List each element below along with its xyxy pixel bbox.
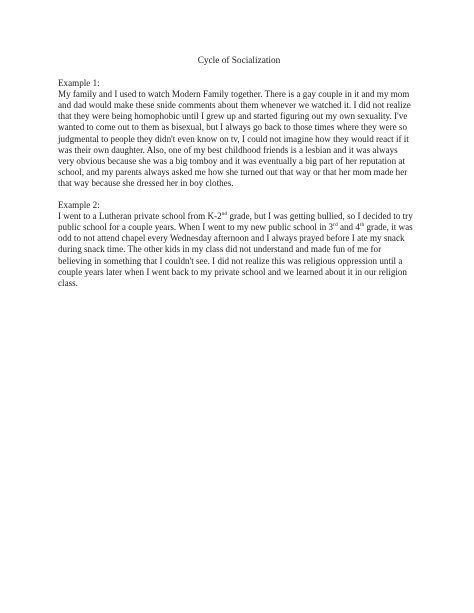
example-2-line bbox=[58, 211, 420, 222]
example-2-line: believing in something that I couldn't see. I did not realize this was religious oppression until a bbox=[58, 255, 403, 266]
example-2-heading: Example 2: bbox=[58, 200, 100, 211]
example-2-section bbox=[58, 200, 420, 289]
document-body bbox=[58, 56, 420, 300]
example-2-line1-text: I went to a Lutheran private school from K-2 bbox=[58, 211, 222, 222]
ordinal-superscript: rd bbox=[333, 221, 338, 228]
example-1-paragraph bbox=[58, 89, 420, 189]
example-1-section bbox=[58, 78, 420, 189]
example-2-line2-text: grade, it was bbox=[364, 222, 413, 233]
example-2-line: class. bbox=[58, 277, 78, 288]
example-1-line: was their own daughter. Also, one of my best childhood friends is a lesbian and it was always bbox=[58, 144, 398, 155]
ordinal-superscript: th bbox=[359, 221, 365, 228]
example-1-line: and dad would make these snide comments about them whenever we watched it. I did not realize bbox=[58, 100, 411, 111]
example-2-line2-text: public school for a couple years. When I went to my new public school in 3 bbox=[58, 222, 334, 233]
example-1-line: that they were being homophobic until I grew up and started figuring out my own sexuality. I've bbox=[58, 111, 408, 122]
ordinal-superscript: nd bbox=[221, 210, 228, 217]
example-2-line: during snack time. The other kids in my class did not understand and made fun of me for bbox=[58, 244, 382, 255]
example-2-paragraph bbox=[58, 211, 420, 289]
example-1-line: judgmental to people they didn't even know on tv, I could not imagine how they would react if it bbox=[58, 133, 409, 144]
example-2-line bbox=[58, 222, 420, 233]
example-1-line: very obvious because she was a big tomboy and it was eventually a big part of her reputation at bbox=[58, 155, 405, 166]
example-1-line: My family and I used to watch Modern Family together. There is a gay couple in it and my mom bbox=[58, 89, 410, 100]
example-2-line1-text: grade, but I was getting bullied, so I decided to try bbox=[227, 211, 413, 222]
example-1-line: school, and my parents always asked me how she turned out that way or that her mom made her bbox=[58, 166, 408, 177]
example-2-line2-text: and 4 bbox=[337, 222, 360, 233]
example-1-line: that way because she dressed her in boy clothes. bbox=[58, 177, 234, 188]
document-title: Cycle of Socialization bbox=[197, 56, 281, 66]
example-2-line: odd to not attend chapel every Wednesday afternoon and I always prayed before I ate my snack bbox=[58, 233, 405, 244]
example-1-heading: Example 1: bbox=[58, 78, 100, 89]
example-2-line: couple years later when I went back to my private school and we learned about it in our religion bbox=[58, 266, 407, 277]
example-1-line: wanted to come out to them as bisexual, but I always go back to those times where they were so bbox=[58, 122, 408, 133]
